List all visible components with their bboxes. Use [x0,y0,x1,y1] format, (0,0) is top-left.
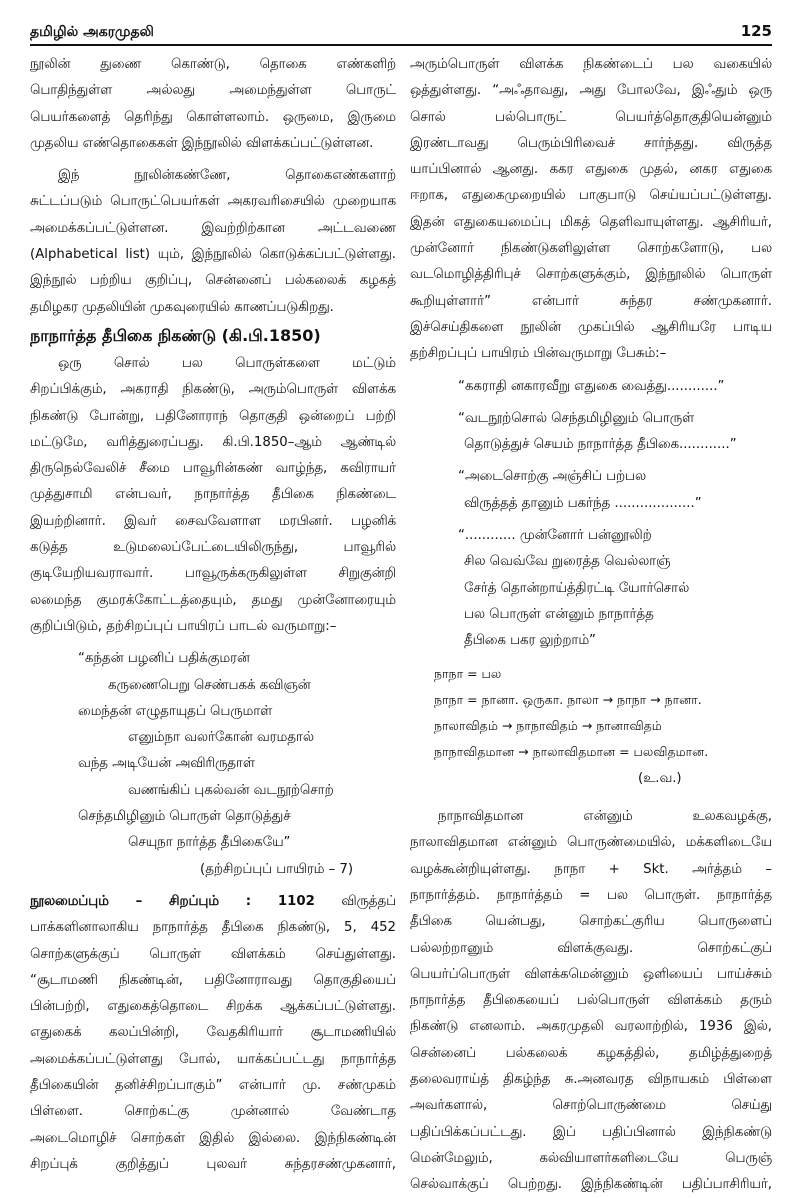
paragraph-line: சிறப்புக் குறித்துப் புலவர் சுந்தரசண்முகனார், [30,1156,396,1172]
paragraph-line: (Alphabetical list) யும், இந்நூலில் கொடுக்கப்பட்டுள்ளது. [30,247,396,263]
paragraph-line: அமைக்கப்பட்டுள்ளது போல், யாக்கப்பட்டது நாநார்த்த [30,1051,396,1067]
verse-line: எனும்நா வலர்கோன் வரமதால் [128,730,314,746]
note-citation: (உ.வ.) [638,770,682,786]
note-line: நாலாவிதம் → நாநாவிதம் → நானாவிதம் [434,718,662,734]
note-line: நாநா = பல [434,665,502,681]
quote-line: தீபிகை பகர லுற்றாம்” [464,633,596,649]
paragraph-line: நிகண்டு போன்று, பதினோராந் தொகுதி ஒன்றைப் பற்றி [30,408,396,424]
paragraph-line: இயற்றினார். இவர் சைவவேளாள மரபினர். பழனிக் [30,513,396,529]
paragraph-line: நிகண்டு எனலாம். அகரமுதலி வரலாற்றில், 1936 இல், [410,1019,772,1035]
paragraph-line: சிறப்பிக்கும், அகராதி நிகண்டு, அரும்பொருள் விளக்க [30,382,396,398]
paragraph-line: நாநாவிதமான என்னும் உலகவழக்கு, [438,809,772,825]
paragraph-line: அமைக்கப்பட்டுள்ளன. இவற்றிற்கான அட்டவணை [30,220,396,236]
paragraph-line: நூலின் துணை கொண்டு, தொகை எண்களிற் [30,57,396,72]
paragraph-line: எதுகைக் கலப்பின்றி, வேதகிரியார் சூடாமணியில் [30,1025,396,1041]
page-header [30,10,772,46]
quote-line: பல பொருள் என்னும் நாநார்த்த [464,606,654,622]
paragraph-line: கடுத்த உடுமலைப்பேட்டையிலிருந்து, பாவூரில் [30,540,396,556]
paragraph-line: ஒரு சொல் பல பொருள்களை மட்டும் [58,355,396,371]
paragraph-line: பெயர்ப்பொருள் விளக்கமென்னும் ஒளியைப் பாய்ச்சும் [410,966,772,982]
paragraph-line: இந்நூல் பற்றிய குறிப்பு, சென்னைப் பல்கலைக் கழகத் [30,273,396,289]
quote-line: “ககராதி னகாரவீறு எதுகை வைத்து............” [458,378,725,394]
paragraph-line: லமைந்த குமரக்கோட்டத்தையும், தமது முன்னோரையும் [30,592,396,608]
paragraph-line: முன்னோர் நிகண்டுகளிலுள்ள சொற்களோடு, பல [410,241,772,257]
paragraph-line: கூறியுள்ளார்” என்பார் சுந்தர சண்முகனார். [410,293,772,309]
paragraph-line: பிள்ளை. சொற்கட்கு முன்னால் வேண்டாத [30,1104,396,1120]
paragraph-line: “சூடாமணி நிகண்டின், பதினோராவது தொகுதியைப் [30,972,396,988]
paragraph-line: இச்செய்திகளை நூலின் முகப்பில் ஆசிரியரே பாடிய [410,319,772,335]
paragraph-line: ஒத்துள்ளது. “அஃதாவது, அது போலவே, இஃதும் ஒரு [410,83,772,99]
paragraph-line: குடியேறியவராவார். பாவூருக்கருகிலுள்ள சிறுகுன்றி [30,566,396,582]
paragraph-line: சொல் பல்பொருட் பெயர்த்தொகுதியென்னும் [410,109,772,125]
running-title: தமிழில் அகரமுதலி [30,24,154,40]
paragraph-line: வடமொழித்திரிபுச் சொற்களுக்கும், இந்நூலில் பொருள் [410,267,772,283]
section-heading: நாநார்த்த தீபிகை நிகண்டு (கி.பி.1850) [30,325,321,345]
paragraph-line: அரும்பொருள் விளக்க நிகண்டைப் பல வகையில் [410,57,772,72]
paragraph-line: செல்வாக்குப் பெற்றது. இந்நிகண்டின் பதிப்பாசிரியர், [410,1177,772,1193]
paragraph-line: மட்டுமே, வரித்துரைப்பது. கி.பி.1850–ஆம் ஆண்டில் [30,434,396,450]
paragraph-line: நாநார்த்தம். நாநார்த்தம் = பல பொருள். நாநார்த்த [410,887,772,903]
paragraph-line: முத்துசாமி என்பவர், நாநார்த்த தீபிகை நிகண்டை [30,487,396,503]
paragraph-line: தமிழகர முதலியின் முகவுரையில் காணப்படுகிறது. [30,299,334,315]
verse-line: செந்தமிழினும் பொருள் தொடுத்துச் [78,809,291,825]
quote-line: “வடநூற்சொல் செந்தமிழினும் பொருள் [458,410,695,426]
paragraph-line: பின்பற்றி, எதுகைத்தொடை சிறக்க ஆக்கப்பட்டுள்ளது. [30,999,396,1015]
verse-line: “கந்தன் பழனிப் பதிக்குமரன் [78,651,250,667]
quote-line: “............ முன்னோர் பன்னூலிற் [458,528,652,544]
paragraph-line: பதிப்பிக்கப்பட்டது. இப் பதிப்பினால் இந்நிகண்டு [410,1124,772,1140]
paragraph-line: வழக்கூன்றியுள்ளது. நாநா + Skt. அர்த்தம் – [410,861,772,877]
page-number: 125 [740,22,772,40]
verse-line: செயுநா நார்த்த தீபிகையே” [128,835,291,851]
paragraph-line: பல்லற்றானும் விளக்குவது. சொற்கட்குப் [410,940,772,956]
verse-line: வணங்கிப் புகல்வன் வடநூற்சொற் [128,782,334,798]
paragraph-line: தற்சிறப்புப் பாயிரம் பின்வருமாறு பேசும்:– [410,346,667,362]
note-line: நாநாவிதமான → நாலாவிதமான = பலவிதமான. [434,744,709,760]
verse-line: மைந்தன் எழுதாயுதப் பெருமாள் [78,703,273,719]
quote-line: சேர்த் தொன்றாய்த்திரட்டி யோர்சொல் [464,580,690,596]
paragraph-line: பொதிந்துள்ள அல்லது அமைந்துள்ள பொருட் [30,83,396,99]
verse-citation: (தற்சிறப்புப் பாயிரம் – 7) [200,861,354,877]
paragraph-line: குறிப்பிடும், தற்சிறப்புப் பாயிரப் பாடல் வருமாறு:– [30,618,337,634]
paragraph-line [30,889,396,915]
paragraph-line: நாலாவிதமான என்னும் பொருண்மையில், மக்களிடையே [410,835,772,851]
quote-line: விருத்தத் தானும் பகர்ந்த ...................” [464,495,702,511]
quote-line: “அடைசொற்கு அஞ்சிப் பற்பல [458,469,646,485]
header-rule [30,44,772,46]
paragraph-line: இதன் எதுகையமைப்பு மிகத் தெளிவாயுள்ளது. ஆசிரியர், [410,214,772,230]
paragraph-line: சொற்களுக்குப் பொருள் விளக்கம் செய்துள்ளது. [30,946,396,962]
verse-line: கருணைபெறு செண்பகக் கவிஞன் [108,677,311,693]
paragraph-line: முதலிய எண்தொகைகள் இந்நூலில் விளக்கப்பட்டுள்ளன. [30,135,374,151]
quote-line: சில வெவ்வே றுரைத்த வெல்லாஞ் [464,554,671,570]
paragraph-line: அடைமொழிச் சொற்கள் இதில் இல்லை. இந்நிகண்டின் [30,1130,396,1146]
paragraph-line: திருநெல்வேலிச் சீமை பாவூரின்கண் வாழ்ந்த, கவிராயர் [30,461,396,477]
paragraph-line: மென்மேலும், கல்வியாளர்களிடையே பெருஞ் [410,1150,772,1166]
paragraph-line: அவர்களால், சொற்பொருண்மை செய்து [410,1098,772,1114]
paragraph-line: ஈறாக, எதுகைமுறையில் பாகுபாடு செய்யப்பட்டுள்ளது. [410,188,772,204]
quote-line: தொடுத்துச் செயம் நாநார்த்த தீபிகை............” [464,437,737,453]
paragraph-line: தீபிகை யென்பது, சொற்கட்குரிய பொருளைப் [410,914,772,930]
left-column [30,52,396,1178]
note-line: நாநா = நானா. ஒருகா. நாலா → நாநா → நானா. [434,691,702,707]
verse-line: வந்த அடியேன் அவிரிருதாள் [78,756,255,772]
paragraph-line: இந் நூலின்கண்ணே, தொகைஎண்களாற் [58,168,396,184]
paragraph-line: இரண்டாவது பெரும்பிரிவைச் சார்ந்தது. விருத்த [410,135,772,151]
paragraph-line: பெயர்களைத் தெரிந்து கொள்ளலாம். ஒருமை, இருமை [30,109,396,125]
subsection-lead: நூலமைப்பும் – சிறப்பும் : 1102 [30,893,315,909]
right-column [410,52,772,1198]
paragraph-line: நாநார்த்த தீபிகையைப் பல்பொருள் விளக்கம் தரும் [410,993,772,1009]
paragraph-line: பாக்களினாலாகிய நாநார்த்த தீபிகை நிகண்டு, 5, 452 [30,920,396,936]
paragraph-line: யாப்பினால் ஆனது. ககர எதுகை முதல், னகர எதுகை [410,162,772,178]
paragraph-line: தலைவராய்த் திகழ்ந்த சு.அனவரத விநாயகம் பிள்ளை [410,1071,772,1087]
paragraph-line: தீபிகையின் தனிச்சிறப்பாகும்” என்பார் மு. சண்முகம் [30,1077,396,1093]
lead-continuation: விருத்தப் [341,893,396,909]
paragraph-line: சென்னைப் பல்கலைக் கழகத்தில், தமிழ்த்துறைத் [410,1045,772,1061]
paragraph-line: சுட்டப்படும் பொருட்பெயர்கள் அகரவரிசையில் முறையாக [30,194,396,210]
